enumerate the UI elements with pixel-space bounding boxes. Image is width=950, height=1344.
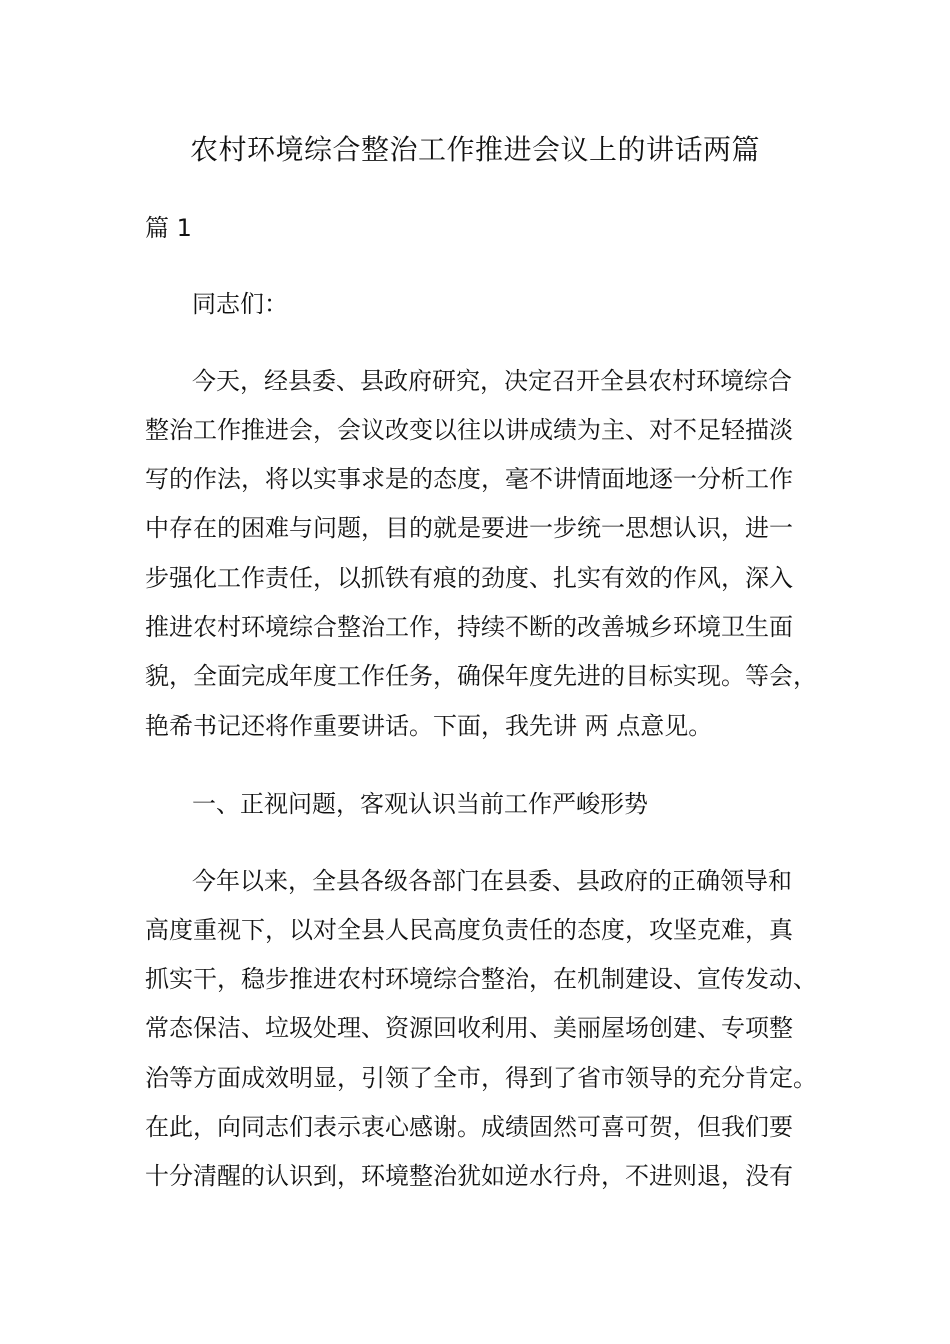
document-title: 农村环境综合整治工作推进会议上的讲话两篇 bbox=[189, 133, 760, 166]
salutation: 同志们： bbox=[192, 290, 288, 318]
paragraph-line: 中存在的困难与问题，目的就是要进一步统一思想认识，进一 bbox=[145, 514, 793, 542]
paragraph-line: 写的作法，将以实事求是的态度，毫不讲情面地逐一分析工作 bbox=[145, 465, 793, 493]
paragraph-line: 貌，全面完成年度工作任务，确保年度先进的目标实现。等会， bbox=[145, 662, 817, 690]
paragraph-line: 今年以来，全县各级各部门在县委、县政府的正确领导和 bbox=[192, 867, 792, 895]
paragraph-line: 在此，向同志们表示衷心感谢。成绩固然可喜可贺，但我们要 bbox=[145, 1113, 793, 1141]
paragraph-line: 艳希书记还将作重要讲话。下面，我先讲 两 点意见。 bbox=[145, 712, 713, 740]
paragraph-line: 高度重视下，以对全县人民高度负责任的态度，攻坚克难，真 bbox=[145, 916, 793, 944]
paragraph-line: 推进农村环境综合整治工作，持续不断的改善城乡环境卫生面 bbox=[145, 613, 793, 641]
paragraph-line: 步强化工作责任，以抓铁有痕的劲度、扎实有效的作风，深入 bbox=[145, 564, 793, 592]
paragraph-line: 常态保洁、垃圾处理、资源回收利用、美丽屋场创建、专项整 bbox=[145, 1014, 793, 1042]
paragraph-line: 抓实干，稳步推进农村环境综合整治，在机制建设、宣传发动、 bbox=[145, 965, 817, 993]
paragraph-line: 十分清醒的认识到，环境整治犹如逆水行舟，不进则退，没有 bbox=[145, 1162, 793, 1190]
paragraph-line: 整治工作推进会，会议改变以往以讲成绩为主、对不足轻描淡 bbox=[145, 416, 793, 444]
section-label: 篇 1 bbox=[145, 214, 192, 242]
section-heading: 一、正视问题，客观认识当前工作严峻形势 bbox=[192, 790, 648, 818]
paragraph-line: 治等方面成效明显，引领了全市，得到了省市领导的充分肯定。 bbox=[145, 1064, 817, 1092]
paragraph-line: 今天，经县委、县政府研究，决定召开全县农村环境综合 bbox=[192, 367, 792, 395]
